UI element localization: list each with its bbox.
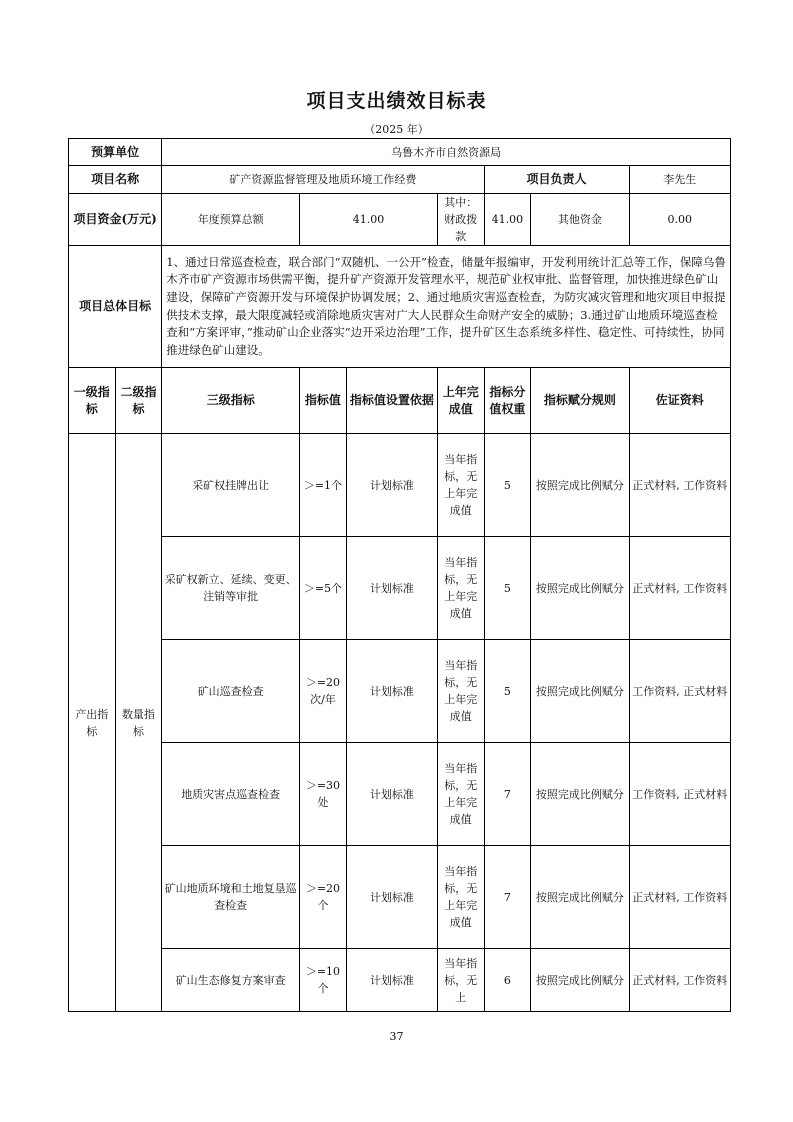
header-level1: 一级指标 xyxy=(69,368,116,434)
indicator-value: ＞=30处 xyxy=(300,743,347,846)
table-row xyxy=(69,949,731,1012)
indicator-basis: 计划标准 xyxy=(346,846,437,949)
indicator-evidence: 工作资料, 正式材料 xyxy=(629,640,730,743)
indicator-evidence: 正式材料, 工作资料 xyxy=(629,949,730,1012)
header-rule: 指标赋分规则 xyxy=(531,368,629,434)
header-prev: 上年完成值 xyxy=(437,368,484,434)
unit-value: 乌鲁木齐市自然资源局 xyxy=(162,139,731,166)
indicator-basis: 计划标准 xyxy=(346,640,437,743)
indicator-rule: 按照完成比例赋分 xyxy=(531,434,629,537)
indicator-rule: 按照完成比例赋分 xyxy=(531,537,629,640)
header-level2: 二级指标 xyxy=(115,368,162,434)
indicator-prev: 当年指标，无上年完成值 xyxy=(437,743,484,846)
indicator-evidence: 正式材料, 工作资料 xyxy=(629,434,730,537)
table-row xyxy=(69,434,731,537)
header-value: 指标值 xyxy=(300,368,347,434)
project-value: 矿产资源监督管理及地质环境工作经费 xyxy=(162,166,484,194)
indicator-value: ＞=1个 xyxy=(300,434,347,537)
page-number: 37 xyxy=(389,1030,404,1043)
indicator-value: ＞=5个 xyxy=(300,537,347,640)
indicator-prev: 当年指标，无上 xyxy=(437,949,484,1012)
total-label: 年度预算总额 xyxy=(162,194,300,246)
project-label: 项目名称 xyxy=(69,166,162,194)
header-basis: 指标值设置依据 xyxy=(346,368,437,434)
indicator-basis: 计划标准 xyxy=(346,434,437,537)
fiscal-value: 41.00 xyxy=(484,194,531,246)
indicator-name: 地质灾害点巡查检查 xyxy=(162,743,300,846)
indicator-value: ＞=10个 xyxy=(300,949,347,1012)
year-label: （2025 年） xyxy=(364,123,429,136)
indicator-evidence: 正式材料, 工作资料 xyxy=(629,537,730,640)
owner-value: 李先生 xyxy=(629,166,730,194)
table-row xyxy=(69,846,731,949)
indicator-weight: 7 xyxy=(484,846,531,949)
indicator-rule: 按照完成比例赋分 xyxy=(531,640,629,743)
other-value: 0.00 xyxy=(629,194,730,246)
indicator-prev: 当年指标，无上年完成值 xyxy=(437,537,484,640)
indicator-weight: 6 xyxy=(484,949,531,1012)
total-value: 41.00 xyxy=(300,194,438,246)
indicator-prev: 当年指标，无上年完成值 xyxy=(437,434,484,537)
indicator-value: ＞=20次/年 xyxy=(300,640,347,743)
indicator-value: ＞=20个 xyxy=(300,846,347,949)
header-weight: 指标分值权重 xyxy=(484,368,531,434)
goal-text: 1、通过日常巡查检查，联合部门“双随机、一公开”检查，储量年报编审，开发利用统计汇总等工作，保障乌鲁木齐市矿产资源市场供需平衡，提升矿产资源开发管理水平，规范矿业权审批、监督管理，加快推进绿色矿山建设，保障矿产资源开发与环境保护协调发展；2、通过地质灾害巡查检查，为防灾减灾管理和地灾项目申报提供技术支撑，最大限度减轻或消除地质灾害对广大人民群众生命财产安全的威胁；3.通过矿山地质环境巡查检查和“方案评审，”推动矿山企业落实“边开采边治理”工作，提升矿区生态系统多样性、稳定性、可持续性，协同推进绿色矿山建设。 xyxy=(162,246,731,368)
indicator-weight: 5 xyxy=(484,434,531,537)
indicator-prev: 当年指标，无上年完成值 xyxy=(437,846,484,949)
indicator-basis: 计划标准 xyxy=(346,949,437,1012)
table-row xyxy=(69,743,731,846)
fiscal-label: 其中：财政拨款 xyxy=(437,194,484,246)
indicator-rule: 按照完成比例赋分 xyxy=(531,846,629,949)
indicator-rule: 按照完成比例赋分 xyxy=(531,743,629,846)
indicator-name: 矿山生态修复方案审查 xyxy=(162,949,300,1012)
level2-cell: 数量指标 xyxy=(115,434,162,1012)
header-evidence: 佐证资料 xyxy=(629,368,730,434)
table-row xyxy=(69,537,731,640)
indicator-weight: 5 xyxy=(484,537,531,640)
owner-label: 项目负责人 xyxy=(484,166,629,194)
table-row xyxy=(69,640,731,743)
other-label: 其他资金 xyxy=(531,194,629,246)
level1-cell: 产出指标 xyxy=(69,434,116,1012)
indicator-name: 采矿权挂牌出让 xyxy=(162,434,300,537)
indicator-evidence: 正式材料, 工作资料 xyxy=(629,846,730,949)
indicator-prev: 当年指标，无上年完成值 xyxy=(437,640,484,743)
indicator-evidence: 工作资料, 正式材料 xyxy=(629,743,730,846)
indicator-name: 矿山地质环境和土地复垦巡查检查 xyxy=(162,846,300,949)
indicator-weight: 7 xyxy=(484,743,531,846)
performance-table xyxy=(68,138,731,1012)
indicator-name: 采矿权新立、延续、变更、注销等审批 xyxy=(162,537,300,640)
indicator-basis: 计划标准 xyxy=(346,743,437,846)
goal-label: 项目总体目标 xyxy=(69,246,162,368)
funds-label: 项目资金(万元) xyxy=(69,194,162,246)
header-level3: 三级指标 xyxy=(162,368,300,434)
indicator-name: 矿山巡查检查 xyxy=(162,640,300,743)
page-title: 项目支出绩效目标表 xyxy=(306,90,487,112)
indicator-basis: 计划标准 xyxy=(346,537,437,640)
unit-label: 预算单位 xyxy=(69,139,162,166)
indicator-weight: 5 xyxy=(484,640,531,743)
indicator-rule: 按照完成比例赋分 xyxy=(531,949,629,1012)
